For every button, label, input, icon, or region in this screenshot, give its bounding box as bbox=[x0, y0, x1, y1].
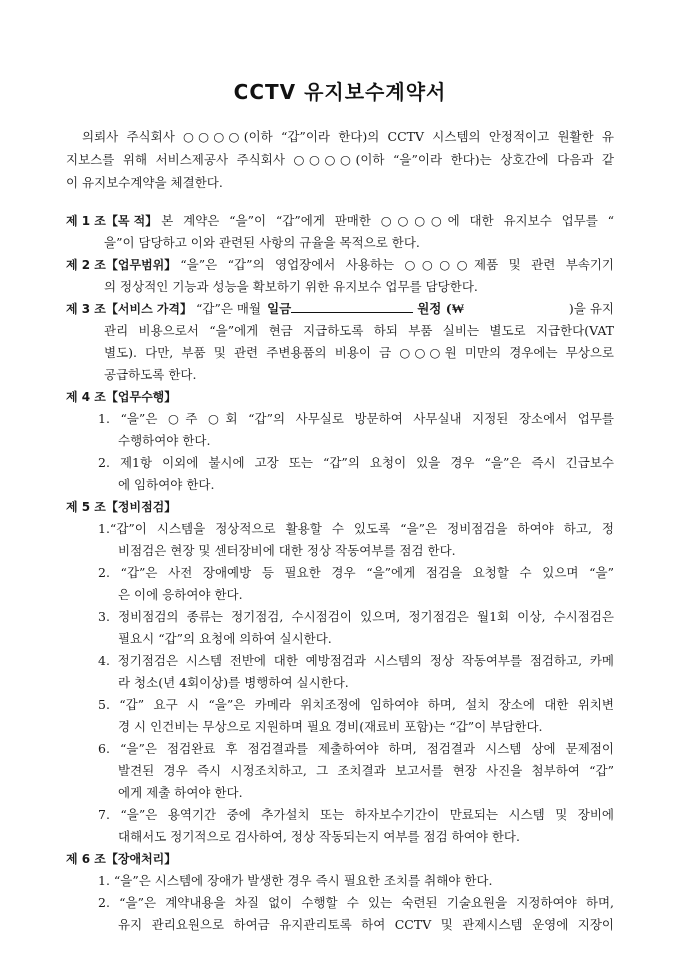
article-5-item-6b: 발견된 경우 즉시 시정조치하고, 그 조치결과 보고서를 현장 사진을 첨부하여 “갑” bbox=[118, 763, 614, 778]
article-5-item-4a: 4. 정기점검은 시스템 전반에 대한 예방점검과 시스템의 정상 작동여부를 점검하고, 카메 bbox=[98, 653, 614, 668]
article-5-item-1b: 비점검은 현장 및 센터장비에 대한 정상 작동여부를 점검 한다. bbox=[118, 543, 456, 558]
article-5-item-4b: 라 청소(년 4회이상)를 병행하여 실시한다. bbox=[118, 675, 349, 690]
article-4-item-2b: 에 임하여야 한다. bbox=[118, 477, 215, 492]
article-3-text-post: )을 유지 bbox=[568, 301, 614, 316]
article-4-item-1b: 수행하여야 한다. bbox=[118, 433, 211, 448]
intro-line-2: 지보스를 위해 서비스제공사 주식회사 ○○○○(이하 “을”이라 한다)는 상호간에 다음과 같 bbox=[66, 152, 614, 167]
article-3-text-4: 공급하도록 한다. bbox=[104, 367, 197, 382]
article-3-heading: 제 3 조【서비스 가격】 bbox=[66, 302, 193, 316]
article-3-text-pre: “갑”은 매월 bbox=[196, 301, 262, 316]
article-3-text-2: 관리 비용으로서 “을”에게 현금 지급하도록 하되 부품 실비는 별도로 지급한다(VAT bbox=[104, 323, 614, 338]
article-2-line-1 bbox=[66, 256, 614, 274]
article-5-item-5a: 5. “갑” 요구 시 “을”은 카메라 위치조정에 임하여야 하며, 설치 장소에 대한 위치변 bbox=[98, 697, 614, 712]
article-1-heading: 제 1 조【목 적】 bbox=[66, 214, 158, 228]
article-3-line-1 bbox=[66, 300, 614, 318]
article-2-text-2: 의 정상적인 기능과 성능을 확보하기 위한 유지보수 업무를 담당한다. bbox=[104, 279, 478, 294]
article-5-item-2b: 은 이에 응하여야 한다. bbox=[118, 587, 243, 602]
article-5-item-6a: 6. “을”은 점검완료 후 점검결과를 제출하여야 하며, 점검결과 시스템 상에 문제점이 bbox=[98, 741, 614, 756]
article-5-item-1a: 1.“갑”이 시스템을 정상적으로 활용할 수 있도록 “을”은 정비점검을 하여야 하고, 정 bbox=[98, 521, 614, 536]
article-3-amount-label: 일금 bbox=[267, 301, 292, 316]
article-5-item-7b: 대해서도 정기적으로 검사하여, 정상 작동되는지 여부를 점검 하여야 한다. bbox=[118, 829, 520, 844]
article-6-item-2b: 유지 관리요원으로 하여금 유지관리토록 하여 CCTV 및 관제시스템 운영에 지장이 bbox=[118, 917, 614, 932]
article-4-item-2a: 2. 제1항 이외에 불시에 고장 또는 “갑”의 요청이 있을 경우 “을”은 즉시 긴급보수 bbox=[98, 455, 614, 470]
article-5-item-7a: 7. “을”은 용역기간 중에 추가설치 또는 하자보수기간이 만료되는 시스템 및 장비에 bbox=[98, 807, 614, 822]
article-1-text-2: 을”이 담당하고 이와 관련된 사항의 규율을 목적으로 한다. bbox=[104, 235, 420, 250]
article-1-text-1: 본 계약은 “을”이 “갑”에게 판매한 ○○○○에 대한 유지보수 업무를 “ bbox=[161, 213, 614, 228]
amount-blank bbox=[291, 300, 413, 313]
article-5-item-2a: 2. “갑”은 사전 장애예방 등 필요한 경우 “을”에게 점검을 요청할 수 있으며 “을” bbox=[98, 565, 614, 580]
article-4-item-1a: 1. “을”은 ○주 ○회 “갑”의 사무실로 방문하여 사무실내 지정된 장소에서 업무를 bbox=[98, 411, 614, 426]
article-6-heading: 제 6 조【장애처리】 bbox=[66, 852, 177, 866]
article-2-text-1: “을”은 “갑”의 영업장에서 사용하는 ○○○○제품 및 관련 부속기기 bbox=[180, 257, 614, 272]
intro-line-3: 이 유지보수계약을 체결한다. bbox=[66, 175, 223, 190]
article-4-heading: 제 4 조【업무수행】 bbox=[66, 390, 177, 404]
article-3-text-3: 별도). 다만, 부품 및 관련 주변용품의 비용이 금 ○○○원 미만의 경우에는 무상으로 bbox=[104, 345, 614, 360]
article-1-line-1 bbox=[66, 212, 614, 230]
document-title: CCTV 유지보수계약서 bbox=[233, 80, 447, 104]
intro-line-1: 의뢰사 주식회사 ○○○○(이하 “갑”이라 한다)의 CCTV 시스템의 안정적이고 원활한 유 bbox=[82, 129, 614, 144]
article-5-item-5b: 경 시 인건비는 무상으로 지원하며 필요 경비(재료비 포함)는 “갑”이 부담한다. bbox=[118, 719, 543, 734]
article-5-item-6c: 에게 제출 하여야 한다. bbox=[118, 785, 243, 800]
article-6-item-1a: 1. “을”은 시스템에 장애가 발생한 경우 즉시 필요한 조치를 취해야 한다. bbox=[98, 873, 493, 888]
article-5-item-3a: 3. 정비점검의 종류는 정기점검, 수시점검이 있으며, 정기점검은 월1회 이상, 수시점검은 bbox=[98, 609, 614, 624]
article-5-heading: 제 5 조【정비점검】 bbox=[66, 500, 177, 514]
article-5-item-3b: 필요시 “갑”의 요청에 의하여 실시한다. bbox=[118, 631, 332, 646]
article-2-heading: 제 2 조【업무범위】 bbox=[66, 258, 177, 272]
article-3-won-label: 원정 (₩ bbox=[417, 301, 465, 316]
article-6-item-2a: 2. “을”은 계약내용을 차질 없이 수행할 수 있는 숙련된 기술요원을 지정하여야 하며, bbox=[98, 895, 614, 910]
